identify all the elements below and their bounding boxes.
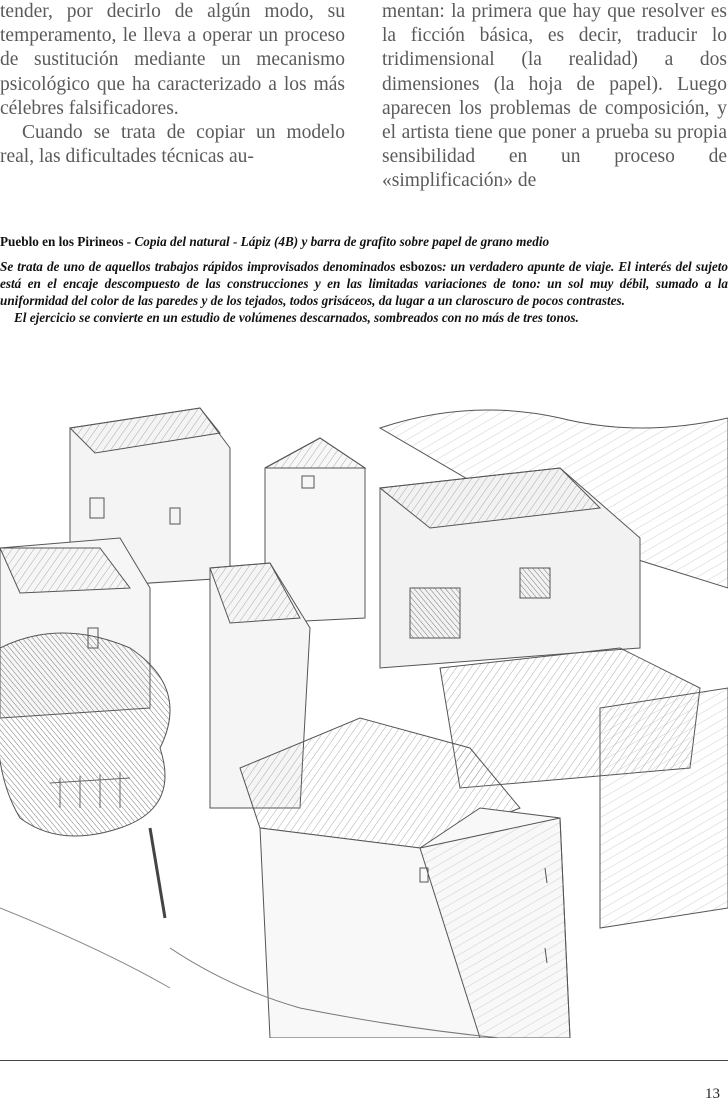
right-column [382, 0, 727, 194]
footer-rule [0, 1060, 728, 1061]
caption-subtitle: - Copia del natural - Lápiz (4B) y barra de grafito sobre papel de grano medio [123, 234, 550, 249]
caption-body-before: Se trata de uno de aquellos trabajos rápidos improvisados denominados [0, 259, 400, 274]
caption-title: Pueblo en los Pirineos [0, 234, 124, 249]
caption-paragraph-1 [0, 258, 728, 309]
caption-body [0, 258, 728, 326]
caption-body-bold: esbozos [399, 259, 443, 274]
caption-body-after: : un verdadero apunte de viaje. El interés del sujeto está en el encaje descompuesto de las construcciones y en las limitadas variaciones de tono: un sol muy débil, sumado a la uniformidad del color de las paredes y de los tejados, todos grisáceos, da lugar a un claroscuro de pocos contrastes. [0, 259, 728, 308]
left-paragraph-2: Cuando se trata de copiar un modelo real, las dificultades técnicas au- [0, 122, 345, 168]
caption-paragraph-2: El ejercicio se convierte en un estudio de volúmenes descarnados, sombreados con no más de tres tonos. [14, 310, 579, 325]
left-paragraph-1: tender, por decirlo de algún modo, su temperamento, le lleva a operar un proceso de sustitución mediante un mecanismo psicológico que ha caracterizado a los más célebres falsificadores. [0, 1, 345, 119]
pencil-sketch-illustration [0, 388, 728, 1038]
figure-caption [0, 233, 728, 326]
right-paragraph-1: mentan: la primera que hay que resolver es la ficción básica, es decir, traducir lo tridimensional (la realidad) a dos dimensiones (la hoja de papel). Luego aparecen los problemas de composición, y el artista tiene que poner a prueba su propia sensibilidad en un proceso de «simplificación» de [382, 1, 727, 192]
page-number: 13 [705, 1086, 720, 1102]
left-column [0, 0, 345, 169]
body-text [0, 0, 728, 232]
caption-title-line [0, 233, 728, 250]
